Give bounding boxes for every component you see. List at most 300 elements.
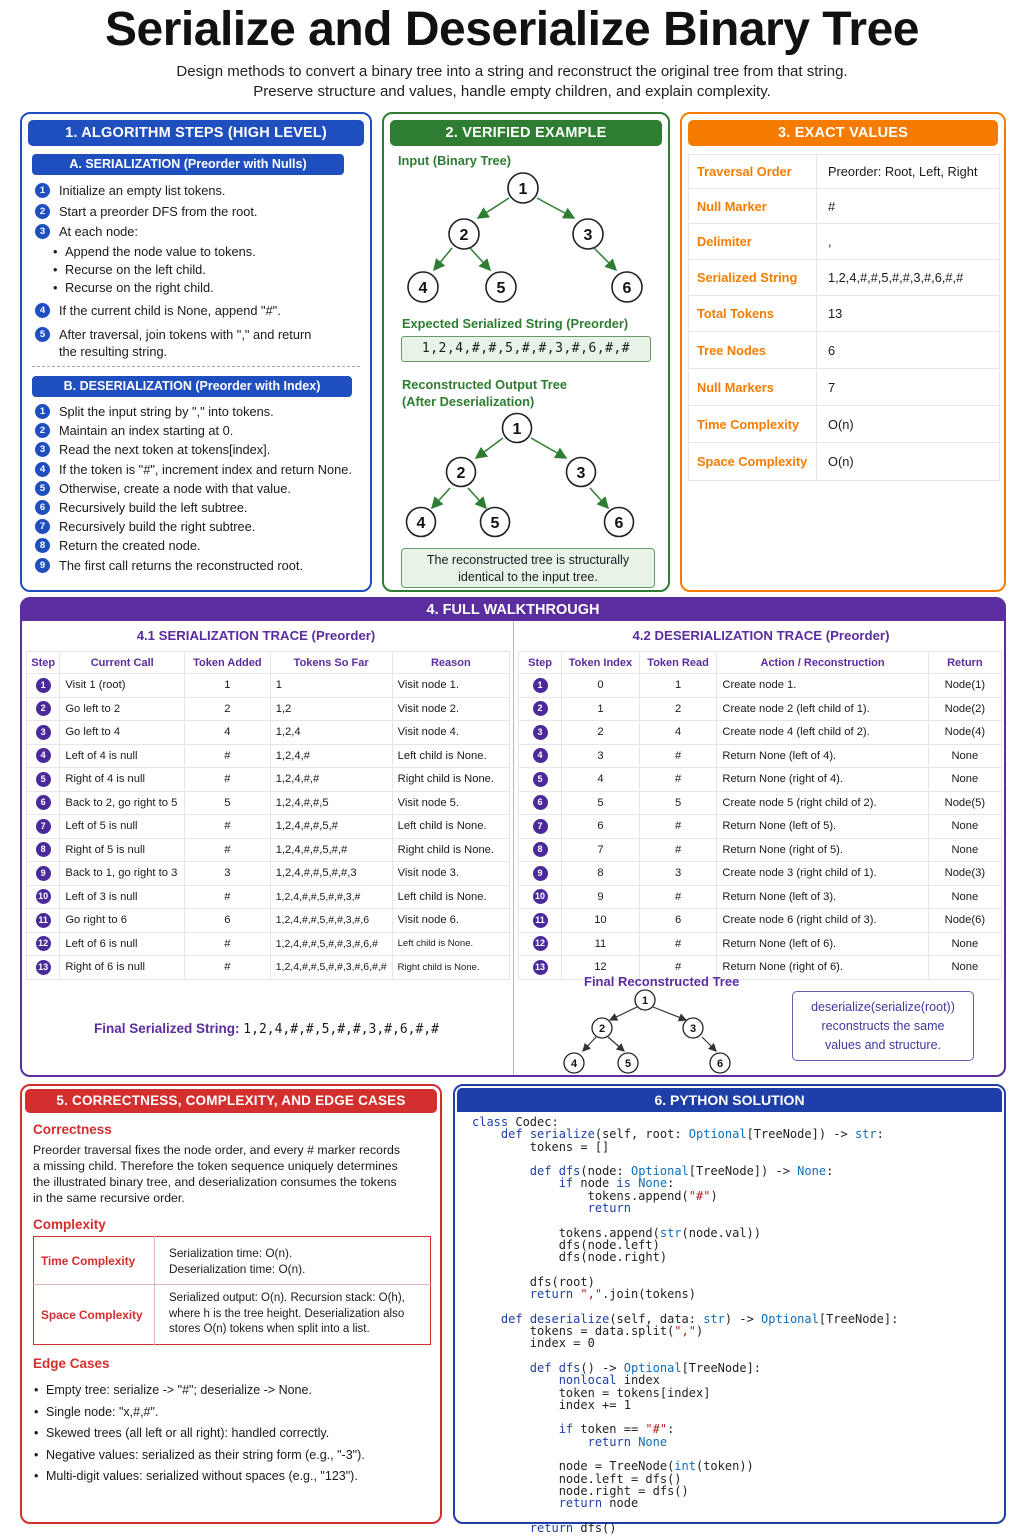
- complexity-table: [33, 1236, 431, 1345]
- tree-node-label: 3: [583, 227, 593, 244]
- step-number-icon: 2: [35, 204, 50, 219]
- step-number-icon: 5: [35, 327, 50, 342]
- round-trip-note: deserialize(serialize(root)) reconstructs the same values and structure.: [792, 991, 974, 1061]
- table-cell: 1,2,4,#,#,5,#,#,3,#,6,#: [270, 932, 392, 956]
- table-row: [27, 815, 510, 839]
- code-line: [472, 1214, 898, 1226]
- table-cell: Visit 1 (root): [60, 674, 185, 698]
- step-number-icon: 8: [533, 842, 548, 857]
- table-cell: Right of 4 is null: [60, 768, 185, 792]
- table-cell: Node(6): [928, 909, 1001, 933]
- table-cell: Back to 2, go right to 5: [60, 791, 185, 815]
- step-cell: [519, 744, 562, 768]
- step-cell: [519, 791, 562, 815]
- subtitle-line-1: Design methods to convert a binary tree into a string and reconstruct the original tree from that string.: [176, 63, 848, 80]
- deserialization-subtitle: B. DESERIALIZATION (Preorder with Index): [32, 376, 352, 397]
- tree-node-label: 5: [490, 515, 500, 532]
- step-number-icon: 8: [35, 538, 50, 553]
- code-line: class Codec:: [472, 1115, 559, 1129]
- list-item: 4 If the current child is None, append "#".: [35, 302, 365, 319]
- tree-node-label: 4: [570, 1058, 578, 1070]
- table-cell: 1,2,4,#: [270, 744, 392, 768]
- table-cell: 1: [185, 674, 271, 698]
- step-number-icon: 5: [533, 772, 548, 787]
- table-cell: None: [928, 815, 1001, 839]
- deserialization-steps: [35, 403, 365, 574]
- serialization-subtitle: A. SERIALIZATION (Preorder with Nulls): [32, 154, 344, 175]
- table-row: [27, 721, 510, 745]
- section-exact-values: [680, 112, 1006, 592]
- final-tree-label: Final Reconstructed Tree: [584, 974, 740, 989]
- step-number-icon: 8: [36, 842, 51, 857]
- table-cell: 4: [639, 721, 717, 745]
- table-row: [519, 838, 1002, 862]
- code-line: def dfs() -> Optional[TreeNode]:: [529, 1360, 762, 1375]
- list-item: 9 The first call returns the reconstructed root.: [35, 557, 365, 574]
- table-cell: #: [639, 768, 717, 792]
- step-number-icon: 6: [533, 795, 548, 810]
- table-row: [27, 838, 510, 862]
- table-row: [519, 697, 1002, 721]
- step-number-icon: 9: [35, 558, 50, 573]
- expected-string-label: Expected Serialized String (Preorder): [402, 316, 629, 331]
- table-cell: Left child is None.: [392, 744, 509, 768]
- step-number-icon: 9: [533, 866, 548, 881]
- step-cell: [519, 815, 562, 839]
- step-cell: [27, 932, 60, 956]
- step-cell: [519, 909, 562, 933]
- table-row: [519, 885, 1002, 909]
- table-cell: Left of 3 is null: [60, 885, 185, 909]
- column-header: Reason: [392, 652, 509, 674]
- step-number-icon: 1: [35, 404, 50, 419]
- table-cell: 6: [562, 815, 640, 839]
- value-cell: 13: [817, 296, 1000, 332]
- input-tree-diagram: [384, 166, 668, 306]
- table-cell: Left of 5 is null: [60, 815, 185, 839]
- table-cell: 12: [562, 956, 640, 980]
- step-cell: [27, 768, 60, 792]
- code-line: index = 0: [472, 1336, 595, 1351]
- step-number-icon: 4: [533, 748, 548, 763]
- table-cell: Return None (left of 6).: [717, 932, 928, 956]
- step-number-icon: 1: [35, 183, 50, 198]
- tree-node-label: 3: [689, 1023, 697, 1035]
- table-cell: Create node 4 (left child of 2).: [717, 721, 928, 745]
- table-cell: 0: [562, 674, 640, 698]
- table-cell: 1,2,4,#,#,5,#,#,3,#: [270, 885, 392, 909]
- step-number-icon: 7: [35, 519, 50, 534]
- table-cell: 1,2,4,#,#,5,#: [270, 815, 392, 839]
- value-cell: ,: [817, 224, 1000, 260]
- table-cell: Right child is None.: [392, 956, 509, 980]
- output-tree-label: Reconstructed Output Tree (After Deserialization): [402, 377, 567, 409]
- table-cell: 1: [639, 674, 717, 698]
- table-cell: 1,2,4,#,#,5,#,#: [270, 838, 392, 862]
- section-3-title: 3. EXACT VALUES: [688, 120, 998, 146]
- tree-node-label: 1: [512, 421, 522, 438]
- table-cell: Create node 3 (right child of 1).: [717, 862, 928, 886]
- walkthrough-divider: [513, 621, 514, 1075]
- serialization-steps: [35, 182, 365, 360]
- table-cell: 1,2,4,#,#,5,#,#,3,#,6: [270, 909, 392, 933]
- table-cell: Return None (right of 5).: [717, 838, 928, 862]
- code-line: tokens = []: [472, 1139, 610, 1154]
- value-label: Time Complexity: [689, 406, 817, 443]
- table-row: [519, 791, 1002, 815]
- step-cell: [27, 956, 60, 980]
- section-6-title: 6. PYTHON SOLUTION: [457, 1088, 1002, 1112]
- table-cell: Visit node 5.: [392, 791, 509, 815]
- table-row: [689, 332, 1000, 369]
- list-item: 6 Recursively build the left subtree.: [35, 499, 365, 516]
- code-line: return node: [558, 1496, 639, 1511]
- section-algorithm-steps: [20, 112, 372, 592]
- code-line: return: [587, 1201, 631, 1216]
- code-line: dfs(node.left): [472, 1237, 660, 1252]
- table-row: [27, 697, 510, 721]
- table-row: [34, 1285, 431, 1345]
- step-number-icon: 3: [533, 725, 548, 740]
- section-5-title: 5. CORRECTNESS, COMPLEXITY, AND EDGE CASES: [25, 1089, 437, 1113]
- list-item: • Multi-digit values: serialized without spaces (e.g., "123").: [32, 1466, 365, 1488]
- tree-node-label: 3: [576, 465, 586, 482]
- step-number-icon: 6: [36, 795, 51, 810]
- step-number-icon: 13: [36, 960, 51, 975]
- table-cell: 3: [185, 862, 271, 886]
- step-number-icon: 9: [36, 866, 51, 881]
- value-cell: Preorder: Root, Left, Right: [817, 155, 1000, 189]
- table-cell: 1,2,4,#,#,5: [270, 791, 392, 815]
- code-line: dfs(root): [472, 1274, 595, 1289]
- table-cell: None: [928, 744, 1001, 768]
- step-number-icon: 1: [533, 678, 548, 693]
- table-cell: 4: [185, 721, 271, 745]
- final-serialized-string: Final Serialized String: 1,2,4,#,#,5,#,#,3,#,6,#,#: [94, 1021, 439, 1037]
- step-cell: [519, 697, 562, 721]
- table-cell: Left child is None.: [392, 885, 509, 909]
- column-header: Return: [928, 652, 1001, 674]
- list-item: • Skewed trees (all left or all right): handled correctly.: [32, 1423, 365, 1445]
- section-1-title: 1. ALGORITHM STEPS (HIGH LEVEL): [28, 120, 364, 146]
- table-cell: None: [928, 885, 1001, 909]
- code-line: node.left = dfs(): [472, 1471, 682, 1486]
- step-number-icon: 4: [35, 462, 50, 477]
- table-cell: None: [928, 932, 1001, 956]
- table-cell: #: [185, 932, 271, 956]
- table-cell: 1,2,4,#,#,5,#,#,3,#,6,#,#: [270, 956, 392, 980]
- list-item: • Recurse on the right child.: [51, 279, 365, 296]
- table-cell: Node(5): [928, 791, 1001, 815]
- section-verified-example: [382, 112, 670, 592]
- list-item: 3 Read the next token at tokens[index].: [35, 441, 365, 458]
- table-header-row: [27, 652, 510, 674]
- list-item: • Empty tree: serialize -> "#"; deserialize -> None.: [32, 1380, 365, 1402]
- table-cell: None: [928, 838, 1001, 862]
- input-tree-label: Input (Binary Tree): [398, 153, 512, 168]
- tree-node-label: 4: [418, 280, 428, 297]
- table-row: [27, 744, 510, 768]
- code-line: tokens.append("#"): [472, 1188, 718, 1203]
- section-4-title: 4. FULL WALKTHROUGH: [22, 599, 1004, 621]
- code-line: dfs(node.right): [472, 1250, 668, 1265]
- table-cell: Right of 5 is null: [60, 838, 185, 862]
- table-row: [519, 862, 1002, 886]
- table-row: [689, 260, 1000, 296]
- code-line: return None: [587, 1434, 668, 1449]
- step-cell: [27, 721, 60, 745]
- table-row: [27, 674, 510, 698]
- step-cell: [519, 932, 562, 956]
- value-cell: O(n): [817, 443, 1000, 481]
- table-cell: 4: [562, 768, 640, 792]
- list-item: • Single node: "x,#,#".: [32, 1402, 365, 1424]
- table-cell: Create node 1.: [717, 674, 928, 698]
- section-correctness: [20, 1084, 442, 1524]
- tree-node-label: 6: [614, 515, 624, 532]
- step-number-icon: 2: [36, 701, 51, 716]
- step-cell: [27, 862, 60, 886]
- column-header: Token Read: [639, 652, 717, 674]
- node-bullets: [35, 243, 365, 296]
- step-number-icon: 12: [533, 936, 548, 951]
- table-cell: Visit node 4.: [392, 721, 509, 745]
- divider: [32, 366, 360, 367]
- table-cell: Left child is None.: [392, 815, 509, 839]
- tree-node-label: 1: [518, 181, 528, 198]
- tree-node-label: 5: [496, 280, 506, 297]
- list-item: 2 Maintain an index starting at 0.: [35, 422, 365, 439]
- step-cell: [27, 744, 60, 768]
- table-cell: Right of 6 is null: [60, 956, 185, 980]
- table-row: [689, 189, 1000, 224]
- step-number-icon: 13: [533, 960, 548, 975]
- table-cell: Left of 4 is null: [60, 744, 185, 768]
- output-tree-diagram: [384, 410, 668, 550]
- table-cell: 5: [639, 791, 717, 815]
- space-complexity-label: Space Complexity: [34, 1285, 155, 1345]
- table-row: [519, 721, 1002, 745]
- table-cell: 10: [562, 909, 640, 933]
- column-header: Action / Reconstruction: [717, 652, 928, 674]
- section-2-title: 2. VERIFIED EXAMPLE: [390, 120, 662, 146]
- table-row: [27, 932, 510, 956]
- table-cell: 1,2: [270, 697, 392, 721]
- table-cell: Node(4): [928, 721, 1001, 745]
- step-cell: [27, 838, 60, 862]
- list-item: 5 After traversal, join tokens with "," and return the resulting string.: [35, 326, 365, 360]
- subtitle-line-2: Preserve structure and values, handle empty children, and explain complexity.: [253, 83, 771, 100]
- table-cell: 1: [562, 697, 640, 721]
- code-line: def serialize(self, root: Optional[TreeNode]) -> str:: [500, 1127, 884, 1142]
- table-cell: #: [185, 744, 271, 768]
- table-row: [519, 932, 1002, 956]
- step-cell: [519, 956, 562, 980]
- table-row: [689, 155, 1000, 189]
- list-item: 4 If the token is "#", increment index and return None.: [35, 461, 365, 478]
- column-header: Token Index: [562, 652, 640, 674]
- list-item: • Recurse on the left child.: [51, 261, 365, 278]
- edge-cases-list: [32, 1380, 365, 1488]
- table-cell: #: [639, 932, 717, 956]
- section-full-walkthrough: [20, 597, 1006, 1077]
- tree-node-label: 2: [459, 227, 469, 244]
- code-line: def deserialize(self, data: str) -> Optional[TreeNode]:: [500, 1311, 899, 1326]
- table-row: [34, 1237, 431, 1285]
- correctness-heading: Correctness: [33, 1122, 112, 1137]
- code-line: [472, 1264, 898, 1276]
- table-cell: Left child is None.: [392, 932, 509, 956]
- table-cell: 1: [270, 674, 392, 698]
- deserialization-trace-title: 4.2 DESERIALIZATION TRACE (Preorder): [632, 628, 890, 643]
- table-cell: 1,2,4,#,#: [270, 768, 392, 792]
- table-cell: Create node 5 (right child of 2).: [717, 791, 928, 815]
- table-cell: Return None (right of 4).: [717, 768, 928, 792]
- column-header: Tokens So Far: [270, 652, 392, 674]
- step-cell: [27, 674, 60, 698]
- table-cell: Visit node 1.: [392, 674, 509, 698]
- step-cell: [519, 862, 562, 886]
- step-number-icon: 11: [533, 913, 548, 928]
- table-cell: #: [185, 815, 271, 839]
- step-cell: [27, 815, 60, 839]
- table-row: [519, 744, 1002, 768]
- step-number-icon: 4: [35, 303, 50, 318]
- table-cell: 2: [562, 721, 640, 745]
- step-number-icon: 3: [35, 442, 50, 457]
- table-cell: Node(3): [928, 862, 1001, 886]
- step-cell: [519, 838, 562, 862]
- list-item: 1 Split the input string by "," into tokens.: [35, 403, 365, 420]
- list-item: 1 Initialize an empty list tokens.: [35, 182, 365, 199]
- table-cell: Return None (left of 4).: [717, 744, 928, 768]
- step-number-icon: 5: [36, 772, 51, 787]
- page-subtitle: [60, 62, 964, 102]
- table-cell: 1,2,4: [270, 721, 392, 745]
- python-code-block: [472, 1116, 898, 1534]
- table-cell: Create node 6 (right child of 3).: [717, 909, 928, 933]
- column-header: Token Added: [185, 652, 271, 674]
- table-cell: Back to 1, go right to 3: [60, 862, 185, 886]
- table-row: [519, 815, 1002, 839]
- table-cell: 9: [562, 885, 640, 909]
- step-cell: [519, 885, 562, 909]
- table-cell: Visit node 6.: [392, 909, 509, 933]
- code-line: nonlocal index: [558, 1373, 660, 1388]
- table-row: [689, 224, 1000, 260]
- time-complexity-label: Time Complexity: [34, 1237, 155, 1285]
- step-cell: [519, 674, 562, 698]
- table-row: [689, 296, 1000, 332]
- table-row: [27, 885, 510, 909]
- space-complexity-value: Serialized output: O(n). Recursion stack: O(h), where h is the tree height. Deserialization also stores O(n) tokens when split into a list.: [169, 1292, 405, 1336]
- step-number-icon: 4: [36, 748, 51, 763]
- code-line: if node is None:: [558, 1176, 675, 1191]
- table-row: [27, 862, 510, 886]
- table-row: [27, 956, 510, 980]
- code-line: node = TreeNode(int(token)): [472, 1459, 754, 1474]
- tree-node-label: 1: [641, 995, 649, 1007]
- tree-node-label: 6: [622, 280, 632, 297]
- table-cell: 1,2,4,#,#,5,#,#,3: [270, 862, 392, 886]
- table-cell: #: [185, 885, 271, 909]
- step-number-icon: 6: [35, 500, 50, 515]
- table-cell: #: [639, 885, 717, 909]
- code-line: if token == "#":: [558, 1422, 675, 1437]
- list-item: 8 Return the created node.: [35, 537, 365, 554]
- value-cell: 6: [817, 332, 1000, 369]
- table-cell: None: [928, 768, 1001, 792]
- table-row: [27, 791, 510, 815]
- table-cell: Go left to 2: [60, 697, 185, 721]
- table-cell: 3: [562, 744, 640, 768]
- column-header: Step: [27, 652, 60, 674]
- table-cell: 7: [562, 838, 640, 862]
- column-header: Step: [519, 652, 562, 674]
- step-number-icon: 2: [35, 423, 50, 438]
- value-cell: 7: [817, 369, 1000, 406]
- code-line: index += 1: [472, 1397, 631, 1412]
- correctness-text: Preorder traversal fixes the node order, and every # marker records a missing child. Therefore the token sequence uniquely determines the illustrated binary tree, and deserialization consumes the tokens in the same recursive order.: [33, 1143, 401, 1205]
- table-cell: Return None (right of 6).: [717, 956, 928, 980]
- table-cell: Right child is None.: [392, 768, 509, 792]
- table-cell: Visit node 2.: [392, 697, 509, 721]
- value-label: Tree Nodes: [689, 332, 817, 369]
- step-number-icon: 1: [36, 678, 51, 693]
- step-number-icon: 7: [36, 819, 51, 834]
- code-line: tokens.append(str(node.val)): [472, 1225, 762, 1240]
- table-cell: 5: [562, 791, 640, 815]
- step-number-icon: 7: [533, 819, 548, 834]
- code-line: def dfs(node: Optional[TreeNode]) -> None:: [529, 1164, 834, 1179]
- value-label: Space Complexity: [689, 443, 817, 481]
- tree-node-label: 2: [456, 465, 466, 482]
- value-cell: O(n): [817, 406, 1000, 443]
- identical-note: The reconstructed tree is structurally identical to the input tree.: [401, 548, 655, 588]
- table-cell: #: [639, 838, 717, 862]
- tree-node-label: 6: [716, 1058, 724, 1070]
- step-cell: [27, 697, 60, 721]
- page-title: Serialize and Deserialize Binary Tree: [105, 3, 919, 56]
- table-cell: 11: [562, 932, 640, 956]
- table-cell: #: [185, 956, 271, 980]
- table-cell: Go right to 6: [60, 909, 185, 933]
- serialization-trace-title: 4.1 SERIALIZATION TRACE (Preorder): [136, 628, 376, 643]
- list-item: • Append the node value to tokens.: [51, 243, 365, 260]
- table-cell: #: [185, 768, 271, 792]
- step-number-icon: 10: [533, 889, 548, 904]
- value-label: Serialized String: [689, 260, 817, 296]
- code-line: return ",".join(tokens): [529, 1287, 696, 1302]
- step-number-icon: 2: [533, 701, 548, 716]
- step-number-icon: 3: [35, 224, 50, 239]
- table-cell: 6: [639, 909, 717, 933]
- step-number-icon: 10: [36, 889, 51, 904]
- table-cell: 8: [562, 862, 640, 886]
- tree-node-label: 2: [598, 1023, 606, 1035]
- time-complexity-value: Serialization time: O(n). Deserialization time: O(n).: [155, 1237, 431, 1285]
- table-cell: Return None (left of 5).: [717, 815, 928, 839]
- expected-string-box: 1,2,4,#,#,5,#,#,3,#,6,#,#: [401, 336, 651, 362]
- table-row: [27, 768, 510, 792]
- step-cell: [27, 885, 60, 909]
- code-line: token = tokens[index]: [472, 1385, 711, 1400]
- tree-node-label: 5: [624, 1058, 632, 1070]
- table-cell: Visit node 3.: [392, 862, 509, 886]
- table-cell: Node(2): [928, 697, 1001, 721]
- list-item: 7 Recursively build the right subtree.: [35, 518, 365, 535]
- table-cell: None: [928, 956, 1001, 980]
